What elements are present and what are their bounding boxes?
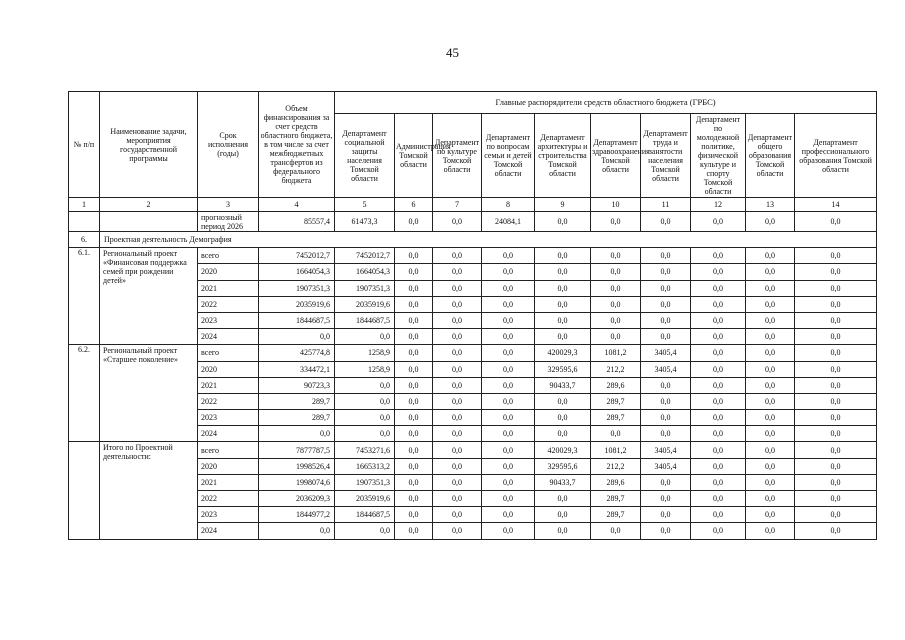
row-value: 0,0	[591, 280, 641, 296]
row-value: 0,0	[591, 248, 641, 264]
row-value: 420029,3	[535, 345, 591, 361]
row-value: 0,0	[746, 329, 795, 345]
row-value: 0,0	[535, 212, 591, 232]
row-value: 0,0	[746, 458, 795, 474]
row-value: 0,0	[259, 329, 335, 345]
header-num: № п/п	[69, 92, 100, 198]
row-value: 0,0	[482, 410, 535, 426]
row-value: 0,0	[746, 523, 795, 539]
row-value: 1258,9	[335, 345, 395, 361]
row-value: 0,0	[433, 361, 482, 377]
row-value: 0,0	[641, 264, 691, 280]
row-value: 0,0	[433, 329, 482, 345]
row-value: 7877787,5	[259, 442, 335, 458]
row-value: 0,0	[535, 248, 591, 264]
row-value: 0,0	[746, 264, 795, 280]
row-period: 2022	[198, 393, 259, 409]
row-value: 0,0	[433, 410, 482, 426]
row-value: 7452012,7	[259, 248, 335, 264]
row-value: 0,0	[335, 410, 395, 426]
row-value: 289,6	[591, 377, 641, 393]
row-period: 2024	[198, 426, 259, 442]
row-value: 0,0	[591, 212, 641, 232]
row-value: 1844687,5	[335, 507, 395, 523]
row-value: 0,0	[395, 329, 433, 345]
row-value: 0,0	[482, 458, 535, 474]
row-value: 0,0	[395, 377, 433, 393]
row-value: 0,0	[691, 393, 746, 409]
row-value: 0,0	[259, 426, 335, 442]
row-value: 0,0	[641, 296, 691, 312]
row-value: 85557,4	[259, 212, 335, 232]
row-value: 7452012,7	[335, 248, 395, 264]
department-header: Департамент по вопросам семьи и детей Томской области	[482, 114, 535, 198]
row-value: 0,0	[691, 474, 746, 490]
row-value: 0,0	[641, 280, 691, 296]
row-value: 289,7	[259, 410, 335, 426]
row-value: 2035919,6	[335, 296, 395, 312]
row-value: 0,0	[641, 507, 691, 523]
row-value: 0,0	[482, 426, 535, 442]
row-value: 0,0	[641, 329, 691, 345]
row-value: 0,0	[482, 248, 535, 264]
row-value: 1664054,3	[335, 264, 395, 280]
row-value: 0,0	[535, 296, 591, 312]
table-row	[69, 345, 877, 361]
row-value: 0,0	[335, 329, 395, 345]
row-value: 0,0	[795, 345, 877, 361]
row-period: 2020	[198, 361, 259, 377]
column-number: 2	[100, 198, 198, 212]
row-value: 3405,4	[641, 361, 691, 377]
row-period: 2021	[198, 280, 259, 296]
row-value: 0,0	[433, 212, 482, 232]
row-value: 0,0	[433, 377, 482, 393]
department-header: Департамент общего образования Томской области	[746, 114, 795, 198]
row-value: 0,0	[395, 426, 433, 442]
row-value: 2035919,6	[335, 491, 395, 507]
row-value: 0,0	[691, 329, 746, 345]
row-value: 0,0	[691, 491, 746, 507]
row-value: 0,0	[335, 523, 395, 539]
row-value: 0,0	[259, 523, 335, 539]
row-value: 90433,7	[535, 377, 591, 393]
row-value: 0,0	[535, 264, 591, 280]
row-value: 0,0	[482, 507, 535, 523]
row-value: 289,7	[591, 507, 641, 523]
row-value: 0,0	[395, 523, 433, 539]
row-value: 0,0	[795, 377, 877, 393]
row-value: 0,0	[746, 280, 795, 296]
row-value: 0,0	[691, 523, 746, 539]
row-value: 0,0	[795, 393, 877, 409]
row-value: 0,0	[691, 248, 746, 264]
row-value: 420029,3	[535, 442, 591, 458]
row-value: 0,0	[395, 361, 433, 377]
row-value: 0,0	[591, 312, 641, 328]
column-number-row	[69, 198, 877, 212]
row-value: 0,0	[641, 377, 691, 393]
row-value: 0,0	[395, 410, 433, 426]
row-period: 2023	[198, 410, 259, 426]
row-value: 0,0	[746, 248, 795, 264]
row-value: 0,0	[746, 296, 795, 312]
row-value: 0,0	[795, 212, 877, 232]
row-value: 0,0	[795, 361, 877, 377]
row-value: 0,0	[433, 523, 482, 539]
row-value: 0,0	[535, 410, 591, 426]
row-value: 0,0	[746, 507, 795, 523]
column-number: 8	[482, 198, 535, 212]
section-num: 6.	[69, 232, 100, 248]
row-value: 0,0	[482, 393, 535, 409]
row-value: 0,0	[795, 474, 877, 490]
row-period: всего	[198, 248, 259, 264]
row-value: 0,0	[535, 523, 591, 539]
column-number: 1	[69, 198, 100, 212]
row-value: 3405,4	[641, 442, 691, 458]
row-period: всего	[198, 442, 259, 458]
row-value: 0,0	[482, 442, 535, 458]
row-value: 0,0	[535, 507, 591, 523]
row-value: 0,0	[535, 329, 591, 345]
column-number: 9	[535, 198, 591, 212]
row-value: 0,0	[641, 410, 691, 426]
row-name-cell	[100, 212, 198, 232]
group-num: 6.1.	[69, 248, 100, 345]
row-value: 0,0	[691, 312, 746, 328]
row-value: 1665313,2	[335, 458, 395, 474]
row-value: 1844977,2	[259, 507, 335, 523]
row-period: прогнозный период 2026	[198, 212, 259, 232]
row-value: 0,0	[795, 458, 877, 474]
row-value: 289,7	[591, 410, 641, 426]
row-value: 0,0	[395, 312, 433, 328]
section-row	[69, 232, 877, 248]
row-value: 0,0	[691, 426, 746, 442]
row-value: 0,0	[691, 410, 746, 426]
row-value: 0,0	[395, 393, 433, 409]
column-number: 6	[395, 198, 433, 212]
department-header: Департамент профессионального образования Томской области	[795, 114, 877, 198]
row-value: 0,0	[433, 507, 482, 523]
row-value: 212,2	[591, 361, 641, 377]
group-num: 6.2.	[69, 345, 100, 442]
row-value: 0,0	[691, 264, 746, 280]
row-period: 2024	[198, 329, 259, 345]
department-header: Департамент архитектуры и строительства Томской области	[535, 114, 591, 198]
row-value: 425774,8	[259, 345, 335, 361]
row-value: 0,0	[795, 329, 877, 345]
row-value: 0,0	[641, 393, 691, 409]
row-value: 7453271,6	[335, 442, 395, 458]
row-period: 2022	[198, 296, 259, 312]
department-header: Департамент труда и занятости населения Томской области	[641, 114, 691, 198]
row-value: 0,0	[482, 312, 535, 328]
row-value: 90723,3	[259, 377, 335, 393]
header-grbs: Главные распорядители средств областного бюджета (ГРБС)	[335, 92, 877, 114]
department-header: Департамент здравоохранения Томской области	[591, 114, 641, 198]
department-header: Департамент по молодежной политике, физической культуре и спорту Томской области	[691, 114, 746, 198]
row-value: 3405,4	[641, 345, 691, 361]
row-value: 0,0	[691, 458, 746, 474]
department-header: Департамент социальной защиты населения Томской области	[335, 114, 395, 198]
row-value: 0,0	[691, 345, 746, 361]
row-num-cell	[69, 212, 100, 232]
column-number: 10	[591, 198, 641, 212]
row-value: 0,0	[746, 442, 795, 458]
row-value: 0,0	[395, 264, 433, 280]
row-value: 0,0	[433, 393, 482, 409]
row-value: 0,0	[535, 491, 591, 507]
row-value: 289,7	[591, 393, 641, 409]
row-value: 1844687,5	[335, 312, 395, 328]
row-value: 0,0	[335, 393, 395, 409]
row-value: 0,0	[746, 212, 795, 232]
row-value: 0,0	[433, 491, 482, 507]
row-value: 1081,2	[591, 442, 641, 458]
row-value: 1907351,3	[259, 280, 335, 296]
row-value: 0,0	[746, 345, 795, 361]
row-value: 0,0	[395, 491, 433, 507]
table-row	[69, 442, 877, 458]
column-number: 12	[691, 198, 746, 212]
group-num	[69, 442, 100, 539]
row-value: 0,0	[482, 345, 535, 361]
row-value: 0,0	[482, 474, 535, 490]
row-value: 24084,1	[482, 212, 535, 232]
row-value: 0,0	[433, 264, 482, 280]
row-value: 0,0	[691, 361, 746, 377]
row-value: 289,6	[591, 474, 641, 490]
row-value: 1844687,5	[259, 312, 335, 328]
row-value: 0,0	[591, 426, 641, 442]
row-value: 0,0	[482, 377, 535, 393]
column-number: 13	[746, 198, 795, 212]
row-value: 0,0	[535, 393, 591, 409]
row-value: 0,0	[433, 458, 482, 474]
row-value: 0,0	[795, 523, 877, 539]
row-value: 0,0	[535, 426, 591, 442]
row-period: 2020	[198, 458, 259, 474]
column-number: 4	[259, 198, 335, 212]
row-value: 329595,6	[535, 361, 591, 377]
row-value: 0,0	[641, 491, 691, 507]
row-value: 289,7	[591, 491, 641, 507]
row-value: 0,0	[641, 474, 691, 490]
column-number: 11	[641, 198, 691, 212]
row-value: 0,0	[641, 312, 691, 328]
row-value: 0,0	[746, 312, 795, 328]
row-value: 1998526,4	[259, 458, 335, 474]
row-value: 0,0	[795, 410, 877, 426]
row-value: 0,0	[691, 280, 746, 296]
row-value: 0,0	[691, 507, 746, 523]
row-value: 0,0	[795, 280, 877, 296]
page-number: 45	[446, 45, 459, 60]
row-value: 0,0	[395, 345, 433, 361]
row-value: 2036209,3	[259, 491, 335, 507]
row-value: 0,0	[641, 248, 691, 264]
row-value: 0,0	[482, 361, 535, 377]
row-value: 0,0	[795, 296, 877, 312]
row-value: 0,0	[535, 312, 591, 328]
row-value: 0,0	[591, 296, 641, 312]
row-period: 2021	[198, 474, 259, 490]
row-value: 1907351,3	[335, 474, 395, 490]
table-body	[69, 212, 877, 540]
row-value: 0,0	[591, 264, 641, 280]
row-value: 61473,3	[335, 212, 395, 232]
row-value: 0,0	[591, 523, 641, 539]
row-value: 1081,2	[591, 345, 641, 361]
header-term: Срок исполнения (годы)	[198, 92, 259, 198]
row-value: 212,2	[591, 458, 641, 474]
row-value: 0,0	[395, 248, 433, 264]
group-name: Региональный проект «Финансовая поддержка семей при рождении детей»	[100, 248, 198, 345]
row-period: всего	[198, 345, 259, 361]
row-value: 0,0	[795, 426, 877, 442]
row-value: 0,0	[482, 523, 535, 539]
row-value: 0,0	[433, 474, 482, 490]
row-value: 0,0	[433, 442, 482, 458]
row-value: 0,0	[746, 491, 795, 507]
row-value: 0,0	[395, 280, 433, 296]
row-value: 0,0	[482, 491, 535, 507]
row-value: 0,0	[482, 296, 535, 312]
row-value: 1664054,3	[259, 264, 335, 280]
department-header: Департамент по культуре Томской области	[433, 114, 482, 198]
row-value: 0,0	[795, 491, 877, 507]
row-value: 0,0	[482, 329, 535, 345]
column-number: 5	[335, 198, 395, 212]
row-value: 0,0	[433, 312, 482, 328]
row-value: 0,0	[691, 442, 746, 458]
row-value: 0,0	[591, 329, 641, 345]
row-value: 0,0	[691, 377, 746, 393]
row-value: 0,0	[482, 280, 535, 296]
row-value: 0,0	[641, 426, 691, 442]
row-value: 0,0	[691, 212, 746, 232]
row-value: 0,0	[795, 507, 877, 523]
row-value: 0,0	[746, 426, 795, 442]
column-number: 14	[795, 198, 877, 212]
row-value: 0,0	[746, 377, 795, 393]
row-period: 2022	[198, 491, 259, 507]
row-value: 334472,1	[259, 361, 335, 377]
financing-table	[68, 91, 877, 540]
row-value: 0,0	[746, 361, 795, 377]
row-value: 0,0	[641, 212, 691, 232]
row-value: 0,0	[795, 442, 877, 458]
row-value: 0,0	[746, 410, 795, 426]
group-name: Итого по Проектной деятельности:	[100, 442, 198, 539]
row-value: 329595,6	[535, 458, 591, 474]
row-value: 289,7	[259, 393, 335, 409]
row-period: 2020	[198, 264, 259, 280]
row-value: 0,0	[335, 377, 395, 393]
row-period: 2023	[198, 507, 259, 523]
table-row	[69, 212, 877, 232]
row-value: 0,0	[641, 523, 691, 539]
row-value: 0,0	[395, 507, 433, 523]
row-value: 0,0	[746, 474, 795, 490]
row-value: 0,0	[795, 312, 877, 328]
row-value: 0,0	[433, 296, 482, 312]
row-value: 0,0	[433, 345, 482, 361]
row-value: 0,0	[335, 426, 395, 442]
row-value: 0,0	[746, 393, 795, 409]
row-value: 0,0	[691, 296, 746, 312]
row-value: 0,0	[395, 474, 433, 490]
row-value: 0,0	[795, 264, 877, 280]
group-name: Региональный проект «Старшее поколение»	[100, 345, 198, 442]
header-name: Наименование задачи, мероприятия государственной программы	[100, 92, 198, 198]
row-value: 0,0	[395, 296, 433, 312]
row-value: 2035919,6	[259, 296, 335, 312]
row-period: 2024	[198, 523, 259, 539]
header-volume: Объем финансирования за счет средств областного бюджета, в том числе за счет межбюджетных трансфертов из федерального бюджета	[259, 92, 335, 198]
row-value: 1258,9	[335, 361, 395, 377]
row-value: 0,0	[535, 280, 591, 296]
row-value: 0,0	[482, 264, 535, 280]
row-period: 2023	[198, 312, 259, 328]
row-value: 0,0	[433, 426, 482, 442]
table-row	[69, 248, 877, 264]
row-value: 1907351,3	[335, 280, 395, 296]
row-value: 90433,7	[535, 474, 591, 490]
row-value: 0,0	[395, 458, 433, 474]
row-value: 0,0	[433, 248, 482, 264]
row-value: 0,0	[395, 442, 433, 458]
column-number: 3	[198, 198, 259, 212]
row-value: 1998074,6	[259, 474, 335, 490]
row-value: 3405,4	[641, 458, 691, 474]
section-title: Проектная деятельность Демография	[100, 232, 877, 248]
row-period: 2021	[198, 377, 259, 393]
row-value: 0,0	[395, 212, 433, 232]
column-number: 7	[433, 198, 482, 212]
department-header: Администрация Томской области	[395, 114, 433, 198]
row-value: 0,0	[795, 248, 877, 264]
row-value: 0,0	[433, 280, 482, 296]
